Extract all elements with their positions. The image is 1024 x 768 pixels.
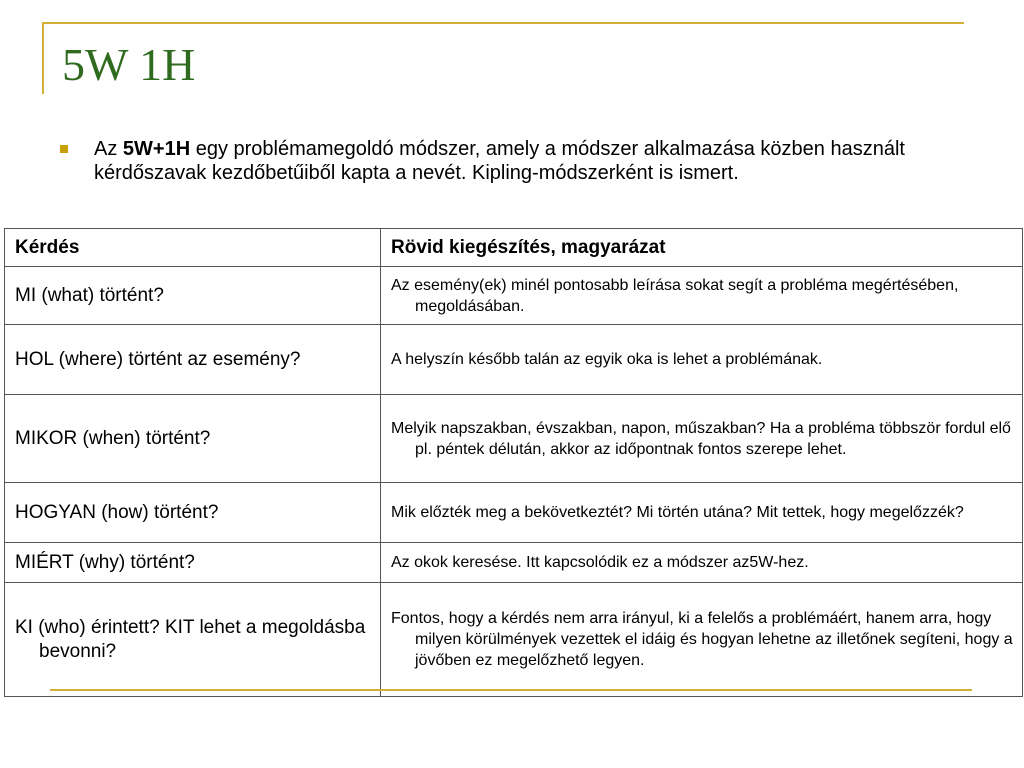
table-row	[5, 583, 1023, 697]
explanation-cell: Melyik napszakban, évszakban, napon, műszakban? Ha a probléma többször fordul elő pl. péntek délután, akkor az időpontnak fontos szerepe lehet.	[381, 395, 1023, 483]
bottom-decorative-line	[50, 689, 972, 691]
question-cell: HOL (where) történt az esemény?	[5, 325, 381, 395]
table-row	[5, 267, 1023, 325]
question-cell: MIKOR (when) történt?	[5, 395, 381, 483]
table-row	[5, 483, 1023, 543]
explanation-cell: Fontos, hogy a kérdés nem arra irányul, ki a felelős a problémáért, hanem arra, hogy milyen körülmények vezettek el idáig és hogyan lehetne az illetőnek segíteni, hogy a jövőben ez megelőzhető legyen.	[381, 583, 1023, 697]
question-cell: MIÉRT (why) történt?	[5, 543, 381, 583]
intro-bullet-text	[94, 137, 958, 185]
table-row	[5, 395, 1023, 483]
bullet-rest: egy problémamegoldó módszer, amely a módszer alkalmazása közben használt kérdőszavak kezdőbetűiből kapta a nevét. Kipling-módszerként is ismert.	[94, 138, 905, 184]
table-row	[5, 543, 1023, 583]
header-explanation: Rövid kiegészítés, magyarázat	[381, 229, 1023, 267]
table-row	[5, 325, 1023, 395]
explanation-cell: Mik előzték meg a bekövetkeztét? Mi történ utána? Mit tettek, hogy megelőzzék?	[381, 483, 1023, 543]
header-question: Kérdés	[5, 229, 381, 267]
left-decorative-line	[42, 22, 44, 94]
question-cell: KI (who) érintett? KIT lehet a megoldásba bevonni?	[5, 583, 381, 697]
table-header-row	[5, 229, 1023, 267]
explanation-cell: A helyszín később talán az egyik oka is lehet a problémának.	[381, 325, 1023, 395]
bullet-prefix: Az	[94, 138, 123, 160]
square-bullet-icon	[60, 145, 68, 153]
slide-title: 5W 1H	[62, 39, 196, 90]
bullet-bold-term: 5W+1H	[122, 138, 191, 160]
five-w-one-h-table	[4, 228, 1023, 697]
explanation-cell: Az okok keresése. Itt kapcsolódik ez a módszer az5W-hez.	[381, 543, 1023, 583]
intro-bullet	[60, 137, 960, 185]
question-cell: HOGYAN (how) történt?	[5, 483, 381, 543]
explanation-cell: Az esemény(ek) minél pontosabb leírása sokat segít a probléma megértésében, megoldásában.	[381, 267, 1023, 325]
top-decorative-line	[42, 22, 964, 24]
question-cell: MI (what) történt?	[5, 267, 381, 325]
